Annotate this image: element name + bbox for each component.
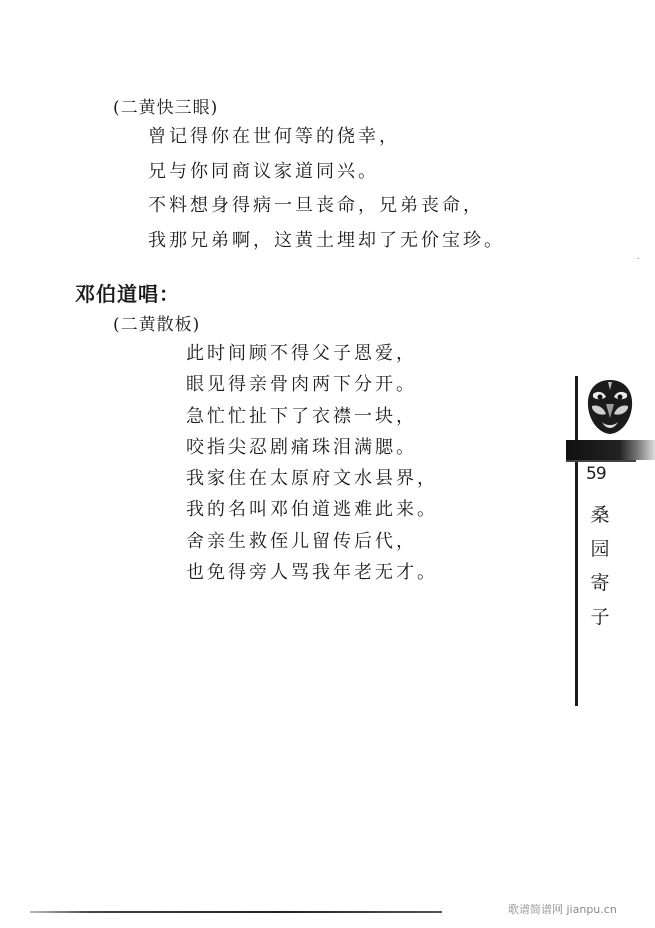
opera-mask-icon [584, 378, 636, 436]
verse-line: 不料想身得病一旦丧命，兄弟丧命， [148, 195, 484, 216]
verse-line: 此时间顾不得父子恩爱， [186, 343, 417, 364]
sidebar-band [566, 440, 655, 460]
verse-line: 我的名叫邓伯道逃难此来。 [186, 499, 438, 521]
watermark: 歌谱简谱网 jianpu.cn [508, 903, 617, 916]
verse-line: 急忙忙扯下了衣襟一块， [186, 405, 417, 427]
singer-heading: 邓伯道唱： [75, 282, 180, 306]
verse-line: 也免得旁人骂我年老无才。 [186, 562, 438, 584]
page-number: 59 [586, 464, 606, 484]
section2-heading: (二黄散板) [113, 315, 201, 335]
title-char: 园 [590, 538, 610, 560]
verse-line: 我家住在太原府文水县界， [186, 468, 438, 490]
verse-line: 我那兄弟啊，这黄土埋却了无价宝珍。 [148, 229, 505, 251]
vertical-title [588, 498, 612, 634]
title-char: 寄 [590, 572, 610, 594]
stray-mark: ˙ [636, 258, 641, 268]
sidebar-band-underline [566, 460, 636, 462]
section1-heading: (二黄快三眼) [113, 98, 219, 118]
sidebar-vertical-rule [575, 376, 578, 706]
verse-block-1 [148, 120, 505, 258]
verse-line: 咬指尖忍剧痛珠泪满腮。 [186, 436, 417, 458]
verse-block-2 [186, 338, 438, 588]
verse-line: 舍亲生救侄儿留传后代， [186, 530, 417, 552]
title-char: 桑 [590, 504, 610, 526]
title-char: 子 [590, 606, 610, 628]
footer-rule [30, 911, 442, 913]
verse-line: 曾记得你在世何等的侥幸， [148, 126, 400, 147]
verse-line: 兄与你同商议家道同兴。 [148, 160, 379, 182]
verse-line: 眼见得亲骨肉两下分开。 [186, 374, 417, 396]
